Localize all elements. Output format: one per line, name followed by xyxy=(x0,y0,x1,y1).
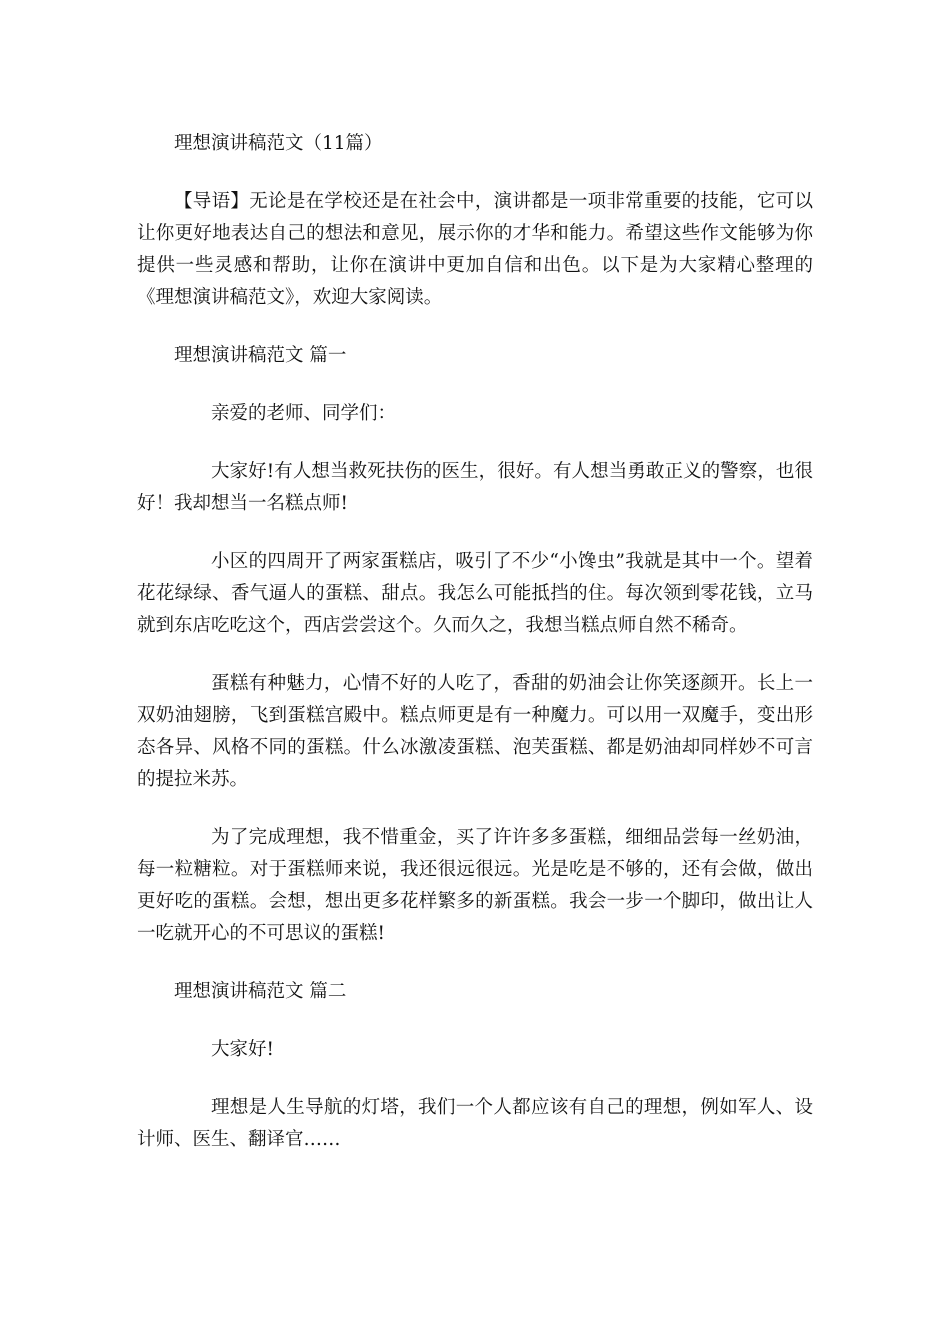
section1-paragraph-5: 为了完成理想，我不惜重金，买了许许多多蛋糕，细细品尝每一丝奶油，每一粒糖粒。对于蛋糕师来说，我还很远很远。光是吃是不够的，还有会做，做出更好吃的蛋糕。会想，想出更多花样繁多的新蛋糕。我会一步一个脚印，做出让人一吃就开心的不可思议的蛋糕! xyxy=(137,827,813,944)
section1-paragraph-4: 蛋糕有种魅力，心情不好的人吃了，香甜的奶油会让你笑逐颜开。长上一双奶油翅膀，飞到蛋糕宫殿中。糕点师更是有一种魔力。可以用一双魔手，变出形态各异、风格不同的蛋糕。什么冰激凌蛋糕、泡芙蛋糕、都是奶油却同样妙不可言的提拉米苏。 xyxy=(137,673,813,790)
section1-paragraph-3: 小区的四周开了两家蛋糕店，吸引了不少“小馋虫”我就是其中一个。望着花花绿绿、香气逼人的蛋糕、甜点。我怎么可能抵挡的住。每次领到零花钱，立马就到东店吃吃这个，西店尝尝这个。久而久之，我想当糕点师自然不稀奇。 xyxy=(137,551,813,636)
section2-paragraph-1: 大家好! xyxy=(211,1039,274,1060)
section2-paragraph-2: 理想是人生导航的灯塔，我们一个人都应该有自己的理想，例如军人、设计师、医生、翻译官…… xyxy=(137,1097,813,1150)
section1-paragraph-1: 亲爱的老师、同学们： xyxy=(211,403,397,424)
section1-paragraph-2: 大家好!有人想当救死扶伤的医生，很好。有人想当勇敢正义的警察，也很好！我却想当一名糕点师! xyxy=(137,461,813,514)
document-body xyxy=(137,128,813,1182)
intro-paragraph: 【导语】无论是在学校还是在社会中，演讲都是一项非常重要的技能，它可以让你更好地表达自己的想法和意见，展示你的才华和能力。希望这些作文能够为你提供一些灵感和帮助，让你在演讲中更加自信和出色。以下是为大家精心整理的《理想演讲稿范文》，欢迎大家阅读。 xyxy=(137,191,813,308)
section-heading-2: 理想演讲稿范文 篇二 xyxy=(174,981,347,1002)
section-heading-1: 理想演讲稿范文 篇一 xyxy=(174,345,347,366)
document-title: 理想演讲稿范文（11篇） xyxy=(174,133,383,154)
